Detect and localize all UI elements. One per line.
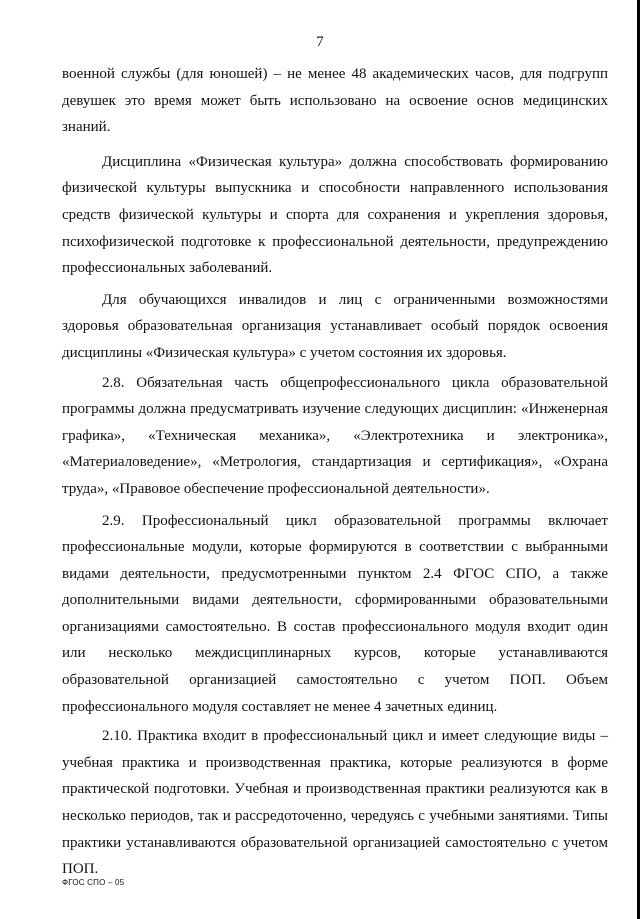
document-body — [62, 61, 608, 883]
paragraph-military-service: военной службы (для юношей) – не менее 48 академических часов, для подгрупп девушек это время может быть использовано на освоение основ медицинских знаний. — [62, 66, 608, 136]
paragraph-2-9: 2.9. Профессиональный цикл образовательной программы включает профессиональные модули, которые формируются в соответствии с выбранными видами деятельности, предусмотренными пунктом 2.4 ФГОС СПО, а также дополнительными видами деятельности, сформированными образовательными организациями самостоятельно. В состав профессионального модуля входит один или несколько междисциплинарных курсов, которые устанавливаются образовательной организацией самостоятельно с учетом ПОП. Объем профессионального модуля составляет не менее 4 зачетных единиц. — [62, 512, 608, 715]
page-number: 7 — [316, 34, 324, 50]
paragraph-physical-culture: Дисциплина «Физическая культура» должна способствовать формированию физической культуры выпускника и способности направленного использования средств физической культуры и спорта для сохранения и укрепления здоровья, психофизической подготовке к профессиональной деятельности, предупреждению профессиональных заболеваний. — [62, 153, 608, 277]
paragraph-disabled-students: Для обучающихся инвалидов и лиц с ограниченными возможностями здоровья образовательная организация устанавливает особый порядок освоения дисциплины «Физическая культура» с учетом состояния их здоровья. — [62, 291, 608, 361]
footer-standard-code: ФГОС СПО – 05 — [62, 878, 125, 887]
paragraph-2-8: 2.8. Обязательная часть общепрофессионального цикла образовательной программы должна предусматривать изучение следующих дисциплин: «Инженерная графика», «Техническая механика», «Электротехника и электроника», «Материаловедение», «Метрология, стандартизация и сертификация», «Охрана труда», «Правовое обеспечение профессиональной деятельности». — [62, 374, 608, 497]
paragraph-2-10: 2.10. Практика входит в профессиональный цикл и имеет следующие виды – учебная практика и производственная практика, которые реализуются в форме практической подготовки. Учебная и производственная практики реализуются как в несколько периодов, так и рассредоточенно, чередуясь с учебными занятиями. Типы практики устанавливаются образовательной организацией самостоятельно с учетом ПОП. — [62, 728, 608, 878]
